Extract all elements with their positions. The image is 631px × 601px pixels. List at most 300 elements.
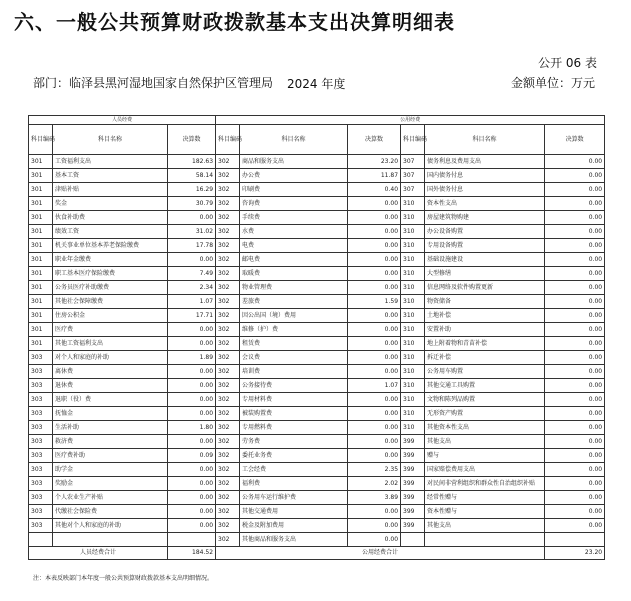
- department-label: 部门：临泽县黑河湿地国家自然保护区管理局: [33, 76, 274, 90]
- cell-name: 职工基本医疗保险缴费: [53, 267, 168, 281]
- cell-amount: 0.00: [168, 435, 216, 449]
- cell-code: 307: [401, 155, 425, 169]
- cell-amount: 1.07: [168, 295, 216, 309]
- cell-code: 399: [401, 505, 425, 519]
- cell-amount: 3.89: [348, 491, 401, 505]
- cell-amount: 2.35: [348, 463, 401, 477]
- cell-code: 303: [29, 477, 53, 491]
- cell-name: 其他商品和服务支出: [240, 533, 348, 547]
- cell-name: 其他对个人和家庭的补助: [53, 519, 168, 533]
- cell-amount: 0.00: [545, 379, 605, 393]
- cell-code: 302: [216, 239, 240, 253]
- cell-amount: 0.00: [545, 309, 605, 323]
- cell-name: 代缴社会保险费: [53, 505, 168, 519]
- cell-code: 301: [29, 295, 53, 309]
- form-number: 公开 06 表: [538, 56, 597, 70]
- cell-amount: 1.80: [168, 421, 216, 435]
- cell-name: 因公出国（境）费用: [240, 309, 348, 323]
- cell-code: 303: [29, 491, 53, 505]
- cell-name: 安置补助: [425, 323, 545, 337]
- cell-code: 302: [216, 225, 240, 239]
- table-row: [29, 505, 605, 519]
- cell-name: 公务用车运行维护费: [240, 491, 348, 505]
- cell-name: 其他交通费用: [240, 505, 348, 519]
- cell-name: 信息网络及软件购置更新: [425, 281, 545, 295]
- cell-name: 国外债务付息: [425, 183, 545, 197]
- cell-name: 专用燃料费: [240, 421, 348, 435]
- cell-name: 手续费: [240, 211, 348, 225]
- cell-name: 被装购置费: [240, 407, 348, 421]
- cell-code: [401, 533, 425, 547]
- cell-code: 310: [401, 407, 425, 421]
- cell-name: 公务用车购置: [425, 365, 545, 379]
- cell-code: 302: [216, 365, 240, 379]
- table-row: [29, 463, 605, 477]
- table-row: [29, 309, 605, 323]
- cell-code: 302: [216, 183, 240, 197]
- cell-name: 房屋建筑物购建: [425, 211, 545, 225]
- cell-amount: 0.00: [545, 267, 605, 281]
- cell-name: 债务利息及费用支出: [425, 155, 545, 169]
- cell-name: 工会经费: [240, 463, 348, 477]
- cell-code: [29, 533, 53, 547]
- cell-name: 税金及附加费用: [240, 519, 348, 533]
- cell-name: 福利费: [240, 477, 348, 491]
- table-row: [29, 211, 605, 225]
- cell-code: 302: [216, 435, 240, 449]
- table-row: [29, 323, 605, 337]
- column-header-row: [29, 125, 605, 155]
- cell-name: 劳务费: [240, 435, 348, 449]
- cell-amount: 0.00: [348, 519, 401, 533]
- group-personnel: 人员经费: [29, 116, 216, 125]
- cell-name: 伙食补助费: [53, 211, 168, 225]
- cell-name: 奖金: [53, 197, 168, 211]
- cell-amount: 0.00: [545, 239, 605, 253]
- header-code: 科目编码: [216, 125, 240, 155]
- cell-name: 基本工资: [53, 169, 168, 183]
- cell-name: 委托业务费: [240, 449, 348, 463]
- cell-amount: 0.00: [348, 281, 401, 295]
- cell-code: 310: [401, 267, 425, 281]
- cell-code: 303: [29, 519, 53, 533]
- cell-code: 301: [29, 253, 53, 267]
- cell-amount: [545, 533, 605, 547]
- table-row: [29, 449, 605, 463]
- cell-name: 咨询费: [240, 197, 348, 211]
- cell-amount: 0.00: [545, 407, 605, 421]
- cell-code: 302: [216, 281, 240, 295]
- cell-amount: 0.00: [168, 491, 216, 505]
- cell-amount: 30.79: [168, 197, 216, 211]
- table-row: [29, 295, 605, 309]
- cell-name: 其他支出: [425, 519, 545, 533]
- cell-amount: 7.49: [168, 267, 216, 281]
- cell-amount: 0.00: [545, 463, 605, 477]
- cell-name: 其他支出: [425, 435, 545, 449]
- cell-name: 文物和陈列品购置: [425, 393, 545, 407]
- cell-amount: 0.00: [348, 309, 401, 323]
- cell-code: 301: [29, 337, 53, 351]
- cell-code: 302: [216, 155, 240, 169]
- cell-code: 302: [216, 393, 240, 407]
- cell-code: 310: [401, 211, 425, 225]
- cell-amount: 0.00: [348, 407, 401, 421]
- cell-amount: 0.00: [545, 197, 605, 211]
- cell-name: 邮电费: [240, 253, 348, 267]
- cell-name: 职业年金缴费: [53, 253, 168, 267]
- cell-code: 310: [401, 295, 425, 309]
- cell-amount: 0.00: [168, 407, 216, 421]
- table-row: [29, 379, 605, 393]
- cell-code: 310: [401, 393, 425, 407]
- cell-name: 物业管理费: [240, 281, 348, 295]
- cell-code: 301: [29, 281, 53, 295]
- cell-code: 303: [29, 449, 53, 463]
- public-total-label: 公用经费合计: [216, 547, 545, 560]
- cell-amount: 0.00: [545, 421, 605, 435]
- cell-code: 302: [216, 491, 240, 505]
- cell-code: 302: [216, 253, 240, 267]
- cell-name: 专用材料费: [240, 393, 348, 407]
- cell-name: 对民间非营利组织和群众性自治组织补贴: [425, 477, 545, 491]
- cell-name: 医疗费补助: [53, 449, 168, 463]
- cell-name: 绩效工资: [53, 225, 168, 239]
- table-row: [29, 519, 605, 533]
- cell-code: 399: [401, 491, 425, 505]
- cell-code: 302: [216, 505, 240, 519]
- cell-amount: 0.00: [545, 393, 605, 407]
- cell-name: 工资福利支出: [53, 155, 168, 169]
- cell-amount: 182.63: [168, 155, 216, 169]
- cell-name: 公务接待费: [240, 379, 348, 393]
- cell-amount: 0.00: [348, 211, 401, 225]
- public-total-value: 23.20: [545, 547, 605, 560]
- cell-code: 302: [216, 267, 240, 281]
- cell-name: 机关事业单位基本养老保险缴费: [53, 239, 168, 253]
- header-name: 科目名称: [240, 125, 348, 155]
- cell-name: 其他交通工具购置: [425, 379, 545, 393]
- cell-amount: 0.00: [348, 533, 401, 547]
- cell-code: 301: [29, 309, 53, 323]
- cell-name: 专用设备购置: [425, 239, 545, 253]
- cell-code: 307: [401, 183, 425, 197]
- table-row: [29, 239, 605, 253]
- table-row: [29, 435, 605, 449]
- cell-amount: [168, 533, 216, 547]
- cell-name: 资本性赠与: [425, 505, 545, 519]
- cell-name: [53, 533, 168, 547]
- cell-amount: 0.00: [168, 379, 216, 393]
- group-public: 公用经费: [216, 116, 605, 125]
- cell-code: 303: [29, 421, 53, 435]
- cell-name: 差旅费: [240, 295, 348, 309]
- cell-code: 302: [216, 477, 240, 491]
- cell-amount: 0.00: [545, 155, 605, 169]
- cell-amount: 58.14: [168, 169, 216, 183]
- cell-amount: 2.34: [168, 281, 216, 295]
- cell-code: 302: [216, 295, 240, 309]
- cell-code: 310: [401, 323, 425, 337]
- cell-name: 津贴补贴: [53, 183, 168, 197]
- cell-amount: 0.00: [348, 505, 401, 519]
- cell-code: 302: [216, 463, 240, 477]
- cell-name: 赠与: [425, 449, 545, 463]
- cell-code: 310: [401, 337, 425, 351]
- cell-amount: 23.20: [348, 155, 401, 169]
- cell-name: 公务员医疗补助缴费: [53, 281, 168, 295]
- cell-name: 其他社会保障缴费: [53, 295, 168, 309]
- cell-amount: 0.00: [348, 323, 401, 337]
- cell-code: 310: [401, 309, 425, 323]
- cell-code: 399: [401, 519, 425, 533]
- cell-name: 培训费: [240, 365, 348, 379]
- table-row: [29, 169, 605, 183]
- cell-name: 医疗费: [53, 323, 168, 337]
- cell-amount: 0.00: [545, 183, 605, 197]
- cell-amount: 0.00: [348, 197, 401, 211]
- cell-amount: 0.00: [168, 211, 216, 225]
- cell-name: 国内债务付息: [425, 169, 545, 183]
- cell-code: 301: [29, 239, 53, 253]
- cell-amount: 0.00: [348, 351, 401, 365]
- cell-amount: 0.00: [348, 435, 401, 449]
- cell-code: 310: [401, 197, 425, 211]
- header-name: 科目名称: [53, 125, 168, 155]
- cell-name: 电费: [240, 239, 348, 253]
- header-amount: 决算数: [348, 125, 401, 155]
- cell-code: 399: [401, 477, 425, 491]
- cell-amount: 17.71: [168, 309, 216, 323]
- cell-code: 302: [216, 351, 240, 365]
- cell-code: 310: [401, 351, 425, 365]
- cell-amount: 0.00: [545, 365, 605, 379]
- cell-amount: 0.00: [545, 225, 605, 239]
- cell-code: 303: [29, 407, 53, 421]
- cell-amount: 1.89: [168, 351, 216, 365]
- cell-code: 302: [216, 323, 240, 337]
- cell-code: 301: [29, 169, 53, 183]
- cell-name: 水费: [240, 225, 348, 239]
- cell-code: 301: [29, 267, 53, 281]
- cell-amount: 0.00: [545, 505, 605, 519]
- cell-amount: 0.00: [348, 337, 401, 351]
- header-code: 科目编码: [401, 125, 425, 155]
- table-row: [29, 477, 605, 491]
- cell-code: 310: [401, 379, 425, 393]
- cell-amount: 17.78: [168, 239, 216, 253]
- table-row: [29, 281, 605, 295]
- cell-code: 310: [401, 253, 425, 267]
- cell-name: 国家赔偿费用支出: [425, 463, 545, 477]
- cell-code: 399: [401, 463, 425, 477]
- table-row: [29, 267, 605, 281]
- cell-name: 取暖费: [240, 267, 348, 281]
- cell-code: 302: [216, 197, 240, 211]
- cell-amount: 0.00: [168, 519, 216, 533]
- cell-code: 302: [216, 407, 240, 421]
- table-row: [29, 421, 605, 435]
- table-row: [29, 351, 605, 365]
- cell-code: 310: [401, 239, 425, 253]
- table-row: [29, 393, 605, 407]
- cell-amount: 1.59: [348, 295, 401, 309]
- cell-amount: 0.00: [545, 477, 605, 491]
- cell-amount: 0.00: [168, 505, 216, 519]
- cell-amount: 0.00: [545, 211, 605, 225]
- cell-amount: 0.00: [348, 449, 401, 463]
- cell-amount: 0.40: [348, 183, 401, 197]
- cell-code: 302: [216, 169, 240, 183]
- cell-amount: 31.02: [168, 225, 216, 239]
- cell-name: 生活补助: [53, 421, 168, 435]
- cell-amount: 0.00: [545, 323, 605, 337]
- cell-amount: 0.00: [545, 449, 605, 463]
- cell-amount: 0.00: [168, 337, 216, 351]
- group-header-row: [29, 116, 605, 125]
- header-amount: 决算数: [168, 125, 216, 155]
- cell-amount: 0.00: [545, 169, 605, 183]
- cell-code: 303: [29, 505, 53, 519]
- cell-amount: 0.00: [545, 281, 605, 295]
- cell-name: 物资储备: [425, 295, 545, 309]
- cell-code: 301: [29, 211, 53, 225]
- cell-name: 资本性支出: [425, 197, 545, 211]
- cell-name: 其他资本性支出: [425, 421, 545, 435]
- cell-amount: 0.00: [168, 463, 216, 477]
- cell-name: 拆迁补偿: [425, 351, 545, 365]
- cell-code: 301: [29, 323, 53, 337]
- cell-amount: 0.00: [168, 365, 216, 379]
- cell-code: 302: [216, 449, 240, 463]
- header-code: 科目编码: [29, 125, 53, 155]
- cell-code: 303: [29, 393, 53, 407]
- cell-name: 助学金: [53, 463, 168, 477]
- cell-name: 奖励金: [53, 477, 168, 491]
- cell-name: 经常性赠与: [425, 491, 545, 505]
- cell-amount: 0.00: [348, 393, 401, 407]
- cell-name: 维修（护）费: [240, 323, 348, 337]
- table-row: [29, 197, 605, 211]
- table-row: [29, 533, 605, 547]
- cell-name: 会议费: [240, 351, 348, 365]
- cell-name: 商品和服务支出: [240, 155, 348, 169]
- cell-amount: 0.00: [545, 519, 605, 533]
- cell-amount: 16.29: [168, 183, 216, 197]
- cell-name: [425, 533, 545, 547]
- cell-name: 租赁费: [240, 337, 348, 351]
- cell-amount: 0.00: [545, 337, 605, 351]
- cell-amount: 0.00: [348, 253, 401, 267]
- cell-code: 302: [216, 337, 240, 351]
- cell-amount: 0.00: [348, 225, 401, 239]
- page-title: 六、一般公共预算财政拨款基本支出决算明细表: [14, 10, 455, 34]
- year-label: 2024 年度: [287, 77, 346, 91]
- table-row: [29, 155, 605, 169]
- table-row: [29, 491, 605, 505]
- header-name: 科目名称: [425, 125, 545, 155]
- cell-name: 印刷费: [240, 183, 348, 197]
- cell-name: 救济费: [53, 435, 168, 449]
- table-row: [29, 365, 605, 379]
- cell-code: 302: [216, 421, 240, 435]
- cell-name: 大型修缮: [425, 267, 545, 281]
- cell-amount: 0.00: [348, 239, 401, 253]
- cell-code: 302: [216, 211, 240, 225]
- totals-row: [29, 547, 605, 560]
- cell-name: 办公费: [240, 169, 348, 183]
- cell-name: 土地补偿: [425, 309, 545, 323]
- cell-code: 302: [216, 533, 240, 547]
- table-row: [29, 225, 605, 239]
- cell-code: 310: [401, 225, 425, 239]
- cell-name: 抚恤金: [53, 407, 168, 421]
- expenditure-table: [28, 115, 605, 560]
- cell-code: 310: [401, 365, 425, 379]
- cell-code: 310: [401, 421, 425, 435]
- cell-name: 地上附着物和青苗补偿: [425, 337, 545, 351]
- cell-amount: 0.00: [348, 365, 401, 379]
- cell-code: 301: [29, 183, 53, 197]
- cell-amount: 2.02: [348, 477, 401, 491]
- cell-amount: 0.00: [545, 351, 605, 365]
- cell-code: 302: [216, 379, 240, 393]
- cell-amount: 11.87: [348, 169, 401, 183]
- cell-code: 301: [29, 225, 53, 239]
- cell-code: 310: [401, 281, 425, 295]
- cell-amount: 0.00: [545, 253, 605, 267]
- cell-code: 301: [29, 155, 53, 169]
- cell-amount: 0.00: [168, 477, 216, 491]
- cell-amount: 0.00: [168, 393, 216, 407]
- personnel-total-value: 184.52: [168, 547, 216, 560]
- cell-code: 303: [29, 365, 53, 379]
- amount-unit-label: 金额单位：万元: [510, 76, 595, 90]
- cell-code: 399: [401, 449, 425, 463]
- cell-name: 个人农业生产补贴: [53, 491, 168, 505]
- cell-name: 其他工资福利支出: [53, 337, 168, 351]
- table-row: [29, 253, 605, 267]
- cell-code: 399: [401, 435, 425, 449]
- cell-name: 离休费: [53, 365, 168, 379]
- cell-code: 303: [29, 351, 53, 365]
- cell-name: 办公设备购置: [425, 225, 545, 239]
- cell-amount: 0.00: [168, 253, 216, 267]
- table-row: [29, 183, 605, 197]
- cell-code: 303: [29, 379, 53, 393]
- cell-amount: 0.09: [168, 449, 216, 463]
- cell-code: 302: [216, 309, 240, 323]
- cell-name: 基础设施建设: [425, 253, 545, 267]
- cell-amount: 1.07: [348, 379, 401, 393]
- cell-name: 退职（役）费: [53, 393, 168, 407]
- cell-name: 退休费: [53, 379, 168, 393]
- cell-code: 302: [216, 519, 240, 533]
- cell-amount: 0.00: [348, 421, 401, 435]
- cell-amount: 0.00: [168, 323, 216, 337]
- cell-code: 301: [29, 197, 53, 211]
- personnel-total-label: 人员经费合计: [29, 547, 168, 560]
- table-row: [29, 337, 605, 351]
- cell-amount: 0.00: [348, 267, 401, 281]
- cell-code: 307: [401, 169, 425, 183]
- cell-amount: 0.00: [545, 295, 605, 309]
- header-amount: 决算数: [545, 125, 605, 155]
- cell-name: 无形资产购置: [425, 407, 545, 421]
- cell-amount: 0.00: [545, 435, 605, 449]
- cell-name: 住房公积金: [53, 309, 168, 323]
- cell-code: 303: [29, 435, 53, 449]
